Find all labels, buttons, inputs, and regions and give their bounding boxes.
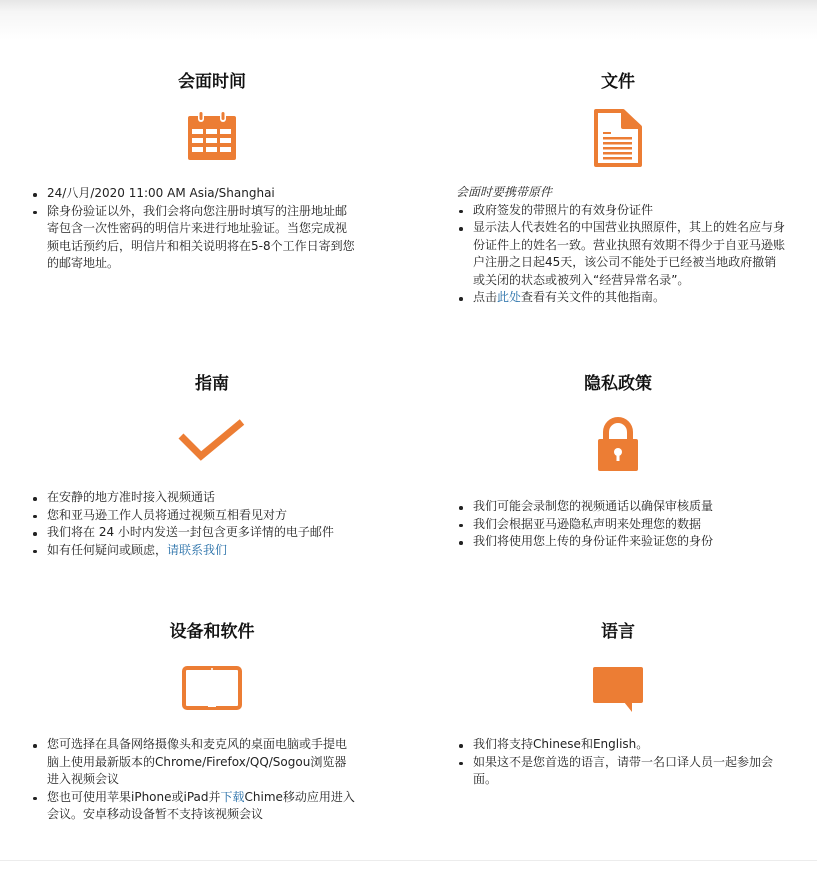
tablet-icon xyxy=(22,666,402,710)
section-title: 文件 xyxy=(601,72,635,92)
link-suffix: 查看有关文件的其他指南。 xyxy=(521,290,666,304)
list-item: 我们会根据亚马逊隐私声明来处理您的数据 xyxy=(448,516,788,534)
bottom-divider xyxy=(0,860,817,861)
list-item xyxy=(22,542,402,560)
section-documents xyxy=(448,70,788,307)
section-meeting-time xyxy=(22,70,402,273)
section-language xyxy=(448,620,788,789)
section-title: 指南 xyxy=(195,374,229,394)
top-shadow xyxy=(0,0,817,40)
list-item: 24/八月/2020 11:00 AM Asia/Shanghai xyxy=(22,185,402,203)
documents-list xyxy=(448,202,788,307)
section-guide xyxy=(22,372,402,559)
list-item xyxy=(22,789,357,824)
list-item: 我们将支持Chinese和English。 xyxy=(448,736,788,754)
guide-list xyxy=(22,489,402,559)
section-title: 会面时间 xyxy=(178,72,246,92)
list-item: 我们将在 24 小时内发送一封包含更多详情的电子邮件 xyxy=(22,524,357,542)
checkmark-icon xyxy=(22,416,402,464)
calendar-icon xyxy=(22,110,402,162)
devices-list xyxy=(22,736,402,824)
link-prefix: 如有任何疑问或顾虑， xyxy=(47,542,168,557)
language-list xyxy=(448,736,788,789)
speech-bubble-icon xyxy=(448,666,788,714)
list-item: 如果这不是您首选的语言，请带一名口译人员一起参加会面。 xyxy=(448,754,788,789)
documents-intro: 会面时要携带原件 xyxy=(456,185,553,199)
list-item: 我们可能会录制您的视频通话以确保审核质量 xyxy=(448,498,788,516)
meeting-time-list xyxy=(22,185,402,273)
list-item: 您和亚马逊工作人员将通过视频互相看见对方 xyxy=(22,507,402,525)
list-item: 除身份验证以外，我们会将向您注册时填写的注册地址邮寄包含一次性密码的明信片来进行地址验证。当您完成视频电话预约后，明信片和相关说明将在5-8个工作日寄到您的邮寄地址。 xyxy=(22,203,357,273)
document-icon xyxy=(448,108,788,168)
download-chime-link[interactable]: 下载 xyxy=(220,789,245,804)
link-prefix: 点击 xyxy=(473,290,498,304)
section-title: 语言 xyxy=(601,622,635,642)
section-privacy xyxy=(448,372,788,551)
lock-icon xyxy=(448,416,788,472)
link-suffix: Chime移动应用进入会议。安卓移动设备暂不支持该视频会议 xyxy=(47,789,355,821)
section-title: 设备和软件 xyxy=(169,622,255,642)
list-item: 政府签发的带照片的有效身份证件 xyxy=(448,202,788,220)
list-item: 您可选择在具备网络摄像头和麦克风的桌面电脑或手提电脑上使用最新版本的Chrome/Firefox/QQ/Sogou浏览器进入视频会议 xyxy=(22,736,357,789)
list-item xyxy=(448,289,788,307)
list-item: 我们将使用您上传的身份证件来验证您的身份 xyxy=(448,533,788,551)
list-item: 在安静的地方准时接入视频通话 xyxy=(22,489,402,507)
section-title: 隐私政策 xyxy=(584,374,652,394)
list-item: 显示法人代表姓名的中国营业执照原件，其上的姓名应与身份证件上的姓名一致。营业执照有效期不得少于自亚马逊账户注册之日起45天，该公司不能处于已经被当地政府撤销或关闭的状态或被列入“经营异常名录”。 xyxy=(448,219,788,289)
link-prefix: 您也可使用苹果iPhone或iPad并 xyxy=(47,789,221,804)
privacy-list xyxy=(448,498,788,551)
section-devices xyxy=(22,620,402,824)
documents-guide-link[interactable]: 此处 xyxy=(497,290,522,304)
contact-us-link[interactable]: 请联系我们 xyxy=(167,542,228,557)
